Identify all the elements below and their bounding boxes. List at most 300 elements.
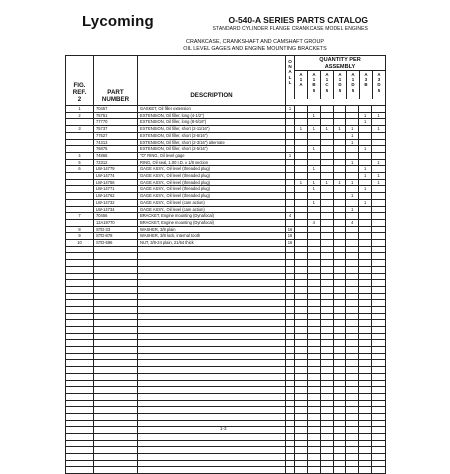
fig-ref-cell	[66, 139, 94, 146]
table-row	[66, 132, 386, 139]
fig-ref-cell	[66, 119, 94, 126]
qty-model-cell	[321, 354, 334, 360]
part-number-cell: LW-14756	[94, 179, 138, 186]
qty-on-all-cell	[286, 126, 295, 132]
quantity-cell-group	[286, 400, 386, 407]
qty-model-cell	[372, 454, 385, 460]
qty-model-cell	[359, 227, 372, 233]
table-row	[66, 447, 386, 454]
qty-model-cell	[295, 193, 308, 199]
qty-model-cell	[359, 287, 372, 293]
description-cell: EXTENSION, Oil filler, short (2-3/16") alternate	[138, 139, 286, 146]
part-number-cell: 77770	[94, 119, 138, 126]
description-cell	[138, 286, 286, 293]
fig-ref-cell: 8	[66, 226, 94, 233]
table-row	[66, 193, 386, 200]
quantity-cell-group	[286, 373, 386, 380]
qty-model-cell	[321, 207, 334, 213]
qty-model-cell	[346, 360, 359, 366]
qty-model-cell	[308, 340, 321, 346]
qty-model-cell	[321, 287, 334, 293]
qty-model-cell	[359, 367, 372, 373]
part-number-cell	[94, 380, 138, 387]
qty-model-cell	[359, 133, 372, 139]
quantity-cell-group	[286, 333, 386, 340]
qty-model-cell: 1	[334, 180, 347, 186]
quantity-cell-group	[286, 273, 386, 280]
table-row	[66, 460, 386, 467]
description-cell	[138, 393, 286, 400]
qty-on-all-cell	[286, 166, 295, 172]
qty-model-cell	[295, 220, 308, 226]
qty-model-cell	[334, 274, 347, 280]
qty-model-cell	[372, 233, 385, 239]
qty-model-cell	[372, 274, 385, 280]
qty-model-cell	[321, 447, 334, 453]
model-column-header	[360, 71, 373, 99]
description-cell	[138, 434, 286, 441]
qty-model-cell	[321, 213, 334, 219]
fig-ref-cell	[66, 454, 94, 461]
description-cell	[138, 387, 286, 394]
fig-ref-cell	[66, 373, 94, 380]
qty-model-cell	[308, 427, 321, 433]
part-number-cell	[94, 300, 138, 307]
description-cell	[138, 440, 286, 447]
quantity-cell-group	[286, 139, 386, 146]
table-row	[66, 186, 386, 193]
part-number-cell	[94, 434, 138, 441]
qty-model-cell	[308, 381, 321, 387]
qty-model-cell	[321, 294, 334, 300]
part-number-cell	[94, 293, 138, 300]
qty-model-cell	[295, 207, 308, 213]
quantity-cell-group	[286, 199, 386, 206]
qty-model-cell	[308, 434, 321, 440]
qty-model-cell	[295, 153, 308, 159]
part-number-cell	[94, 400, 138, 407]
qty-model-cell	[334, 347, 347, 353]
column-header-part-number	[94, 56, 138, 106]
part-number-cell	[94, 413, 138, 420]
qty-model-cell	[308, 454, 321, 460]
description-cell	[138, 273, 286, 280]
qty-model-cell	[372, 153, 385, 159]
model-code-char: 5	[338, 87, 342, 93]
qty-model-cell: 1	[308, 146, 321, 152]
qty-model-cell	[295, 173, 308, 179]
qty-model-cell	[321, 340, 334, 346]
fig-ref-cell: 5	[66, 159, 94, 166]
qty-model-cell	[372, 287, 385, 293]
description-cell	[138, 327, 286, 334]
table-row	[66, 240, 386, 247]
fig-header-line: 2	[77, 96, 82, 103]
qty-model-cell	[359, 180, 372, 186]
quantity-cell-group	[286, 233, 386, 240]
qty-model-cell	[308, 280, 321, 286]
qty-on-all-cell	[286, 367, 295, 373]
fig-ref-cell	[66, 467, 94, 474]
qty-model-cell: 1	[346, 126, 359, 132]
qty-model-cell	[359, 447, 372, 453]
part-number-cell	[94, 387, 138, 394]
qty-model-cell	[308, 447, 321, 453]
catalog-subtitle: STANDARD CYLINDER FLANGE CRANKCASE MODEL ENGINES	[212, 26, 368, 32]
qty-model-cell	[308, 160, 321, 166]
qty-on-all-cell	[286, 193, 295, 199]
qty-model-cell	[334, 401, 347, 407]
description-cell	[138, 447, 286, 454]
fig-ref-cell	[66, 353, 94, 360]
qty-model-cell	[334, 247, 347, 253]
qty-on-all-cell	[286, 119, 295, 125]
qty-model-cell	[334, 434, 347, 440]
qty-model-cell	[334, 427, 347, 433]
qty-on-all-cell: 16	[286, 227, 295, 233]
qty-model-cell	[346, 173, 359, 179]
qty-on-all-cell: 4	[286, 213, 295, 219]
qty-model-cell: 1	[359, 166, 372, 172]
quantity-cell-group	[286, 360, 386, 367]
qty-model-cell: 1	[321, 180, 334, 186]
quantity-cell-group	[286, 434, 386, 441]
table-row	[66, 273, 386, 280]
qty-model-cell	[372, 227, 385, 233]
qty-model-cell	[359, 126, 372, 132]
qty-model-cell	[372, 307, 385, 313]
fig-ref-cell	[66, 360, 94, 367]
qty-model-cell	[359, 347, 372, 353]
qty-model-cell	[295, 300, 308, 306]
qty-model-cell	[321, 347, 334, 353]
qty-model-cell	[359, 280, 372, 286]
qty-model-cell	[346, 166, 359, 172]
qty-model-cell	[321, 427, 334, 433]
qty-on-all-cell: 16	[286, 240, 295, 246]
part-number-cell	[94, 306, 138, 313]
model-code-char: A	[299, 82, 303, 88]
qty-on-all-cell	[286, 414, 295, 420]
part-number-cell: 75737	[94, 126, 138, 133]
qty-model-cell	[372, 133, 385, 139]
qty-model-cell	[308, 394, 321, 400]
qty-model-cell	[359, 320, 372, 326]
qty-model-cell	[372, 367, 385, 373]
description-cell	[138, 467, 286, 474]
qty-model-cell	[372, 374, 385, 380]
qty-model-cell	[308, 334, 321, 340]
qty-model-cell	[321, 407, 334, 413]
model-column-header	[295, 71, 308, 99]
table-row	[66, 173, 386, 180]
qty-model-cell	[295, 267, 308, 273]
quantity-cell-group	[286, 353, 386, 360]
qty-model-cell	[308, 441, 321, 447]
qty-model-cell	[295, 320, 308, 326]
qty-model-cell	[334, 414, 347, 420]
qty-model-cell	[359, 461, 372, 467]
part-number-cell	[94, 420, 138, 427]
model-code-char: A	[377, 72, 381, 77]
qty-model-cell	[295, 140, 308, 146]
qty-model-cell	[334, 294, 347, 300]
section-title-line2: OIL LEVEL GAGES AND ENGINE MOUNTING BRACKETS	[183, 46, 327, 52]
fig-ref-cell	[66, 427, 94, 434]
fig-ref-cell	[66, 280, 94, 287]
description-cell: GAGE ASSY., Oil level (threaded plug)	[138, 173, 286, 180]
qty-model-cell	[295, 467, 308, 473]
quantity-cell-group	[286, 159, 386, 166]
fig-ref-cell	[66, 199, 94, 206]
qty-model-cell	[295, 274, 308, 280]
qty-model-cell	[334, 227, 347, 233]
qty-model-cell	[334, 287, 347, 293]
qty-model-cell	[321, 227, 334, 233]
qty-model-cell	[346, 401, 359, 407]
table-row	[66, 159, 386, 166]
description-cell	[138, 454, 286, 461]
table-row	[66, 260, 386, 267]
description-cell	[138, 333, 286, 340]
qty-model-cell	[308, 367, 321, 373]
qty-model-cell	[308, 153, 321, 159]
table-row	[66, 219, 386, 226]
qty-on-all-cell	[286, 340, 295, 346]
qty-model-cell	[372, 300, 385, 306]
model-code-char: 1	[312, 77, 316, 83]
description-cell	[138, 420, 286, 427]
qty-model-cell	[346, 200, 359, 206]
table-row	[66, 333, 386, 340]
qty-model-cell	[321, 146, 334, 152]
qty-model-cell	[359, 360, 372, 366]
qty-model-cell	[346, 381, 359, 387]
qty-model-cell	[321, 421, 334, 427]
qty-model-cell	[359, 213, 372, 219]
qty-model-cell	[295, 106, 308, 112]
qty-model-cell	[346, 280, 359, 286]
qty-model-cell	[308, 347, 321, 353]
fig-ref-cell	[66, 179, 94, 186]
qty-model-cell	[308, 414, 321, 420]
qty-model-cell	[346, 106, 359, 112]
qty-on-all-cell	[286, 173, 295, 179]
qty-model-cell	[359, 407, 372, 413]
qty-model-cell	[308, 207, 321, 213]
qty-model-cell	[321, 360, 334, 366]
qty-model-cell	[321, 441, 334, 447]
qty-on-all-cell	[286, 300, 295, 306]
fig-ref-cell	[66, 193, 94, 200]
quantity-cell-group	[286, 440, 386, 447]
qty-model-cell	[308, 461, 321, 467]
model-code-char: A	[364, 72, 368, 77]
fig-ref-cell	[66, 132, 94, 139]
qty-model-cell	[359, 441, 372, 447]
quantity-cell-group	[286, 280, 386, 287]
qty-model-cell	[308, 307, 321, 313]
part-number-cell	[94, 286, 138, 293]
qty-model-cell	[295, 233, 308, 239]
qty-on-all-cell	[286, 354, 295, 360]
table-row	[66, 440, 386, 447]
qty-model-cell	[359, 300, 372, 306]
qty-model-cell	[308, 467, 321, 473]
quantity-cell-group	[286, 213, 386, 220]
qty-on-all-cell	[286, 133, 295, 139]
quantity-cell-group	[286, 340, 386, 347]
qty-model-cell	[334, 327, 347, 333]
qty-model-cell	[295, 334, 308, 340]
qty-model-cell	[334, 166, 347, 172]
qty-model-cell	[372, 146, 385, 152]
qty-model-cell	[321, 193, 334, 199]
qty-model-cell	[334, 454, 347, 460]
description-cell	[138, 300, 286, 307]
qty-model-cell: 1	[308, 186, 321, 192]
quantity-cell-group	[286, 126, 386, 133]
quantity-cell-group	[286, 306, 386, 313]
qty-model-cell	[346, 347, 359, 353]
qty-model-cell	[346, 146, 359, 152]
model-code-char: A	[299, 72, 303, 77]
part-number-cell: 74865	[94, 152, 138, 159]
qty-model-cell	[346, 294, 359, 300]
qty-model-cell	[346, 454, 359, 460]
qty-model-cell	[346, 461, 359, 467]
part-number-cell	[94, 327, 138, 334]
table-row	[66, 340, 386, 347]
description-cell	[138, 407, 286, 414]
part-number-cell: 76875	[94, 146, 138, 153]
qty-model-cell	[321, 367, 334, 373]
qty-model-cell	[308, 119, 321, 125]
qty-on-all-cell	[286, 274, 295, 280]
table-row	[66, 139, 386, 146]
qty-on-all-cell	[286, 220, 295, 226]
qty-on-all-cell	[286, 267, 295, 273]
catalog-title: O-540-A SERIES PARTS CATALOG	[228, 15, 368, 25]
qty-model-cell	[346, 240, 359, 246]
part-number-cell	[94, 313, 138, 320]
qty-model-cell	[334, 220, 347, 226]
qty-model-cell	[321, 247, 334, 253]
fig-ref-cell: 2	[66, 112, 94, 119]
quantity-cell-group	[286, 454, 386, 461]
qty-on-all-cell: 1	[286, 106, 295, 112]
qty-model-cell	[346, 374, 359, 380]
qty-model-cell	[372, 427, 385, 433]
qty-model-cell: 1	[359, 200, 372, 206]
qty-model-cell: 1	[377, 112, 380, 118]
part-number-cell: STD-33	[94, 226, 138, 233]
qty-model-cell	[334, 267, 347, 273]
quantity-cell-group	[286, 253, 386, 260]
quantity-per-assembly-header	[295, 56, 385, 99]
quantity-cell-group	[286, 152, 386, 159]
qty-model-cell	[321, 186, 334, 192]
model-code-char: B	[364, 82, 368, 88]
model-code-char: 1	[325, 77, 329, 83]
model-code-char: 1	[299, 77, 303, 83]
qty-on-all-cell	[286, 247, 295, 253]
quantity-cell-group	[286, 313, 386, 320]
description-cell: GAGE ASSY., Oil level (threaded plug)	[138, 179, 286, 186]
qty-model-cell: 1	[359, 119, 372, 125]
qty-model-cell	[359, 267, 372, 273]
description-cell: GAGE ASSY., Oil level (cam action)	[138, 206, 286, 213]
fig-ref-cell	[66, 246, 94, 253]
qty-model-cell	[359, 106, 372, 112]
quantity-cell-group	[286, 179, 386, 186]
description-cell: BRACKET, Engine mounting (Dynafocal)	[138, 213, 286, 220]
description-cell	[138, 400, 286, 407]
qty-model-cell	[334, 441, 347, 447]
qty-on-all-cell	[286, 447, 295, 453]
table-row	[66, 320, 386, 327]
qty-model-cell	[359, 207, 372, 213]
table-row	[66, 146, 386, 153]
quantity-cell-group	[286, 347, 386, 354]
qty-model-cell	[372, 186, 385, 192]
description-cell: EXTENSION, Oil filler, long (4-1/2")	[138, 112, 286, 119]
qty-model-cell	[372, 320, 385, 326]
qty-model-cell	[334, 207, 347, 213]
qty-model-cell	[321, 314, 334, 320]
qty-model-cell	[308, 133, 321, 139]
quantity-cell-group	[286, 447, 386, 454]
part-number-cell	[94, 353, 138, 360]
description-cell	[138, 380, 286, 387]
part-number-cell: STD-596	[94, 240, 138, 247]
qty-on-all-cell	[286, 374, 295, 380]
qty-model-cell	[359, 387, 372, 393]
qty-model-cell	[295, 119, 308, 125]
qty-model-cell	[295, 421, 308, 427]
qty-model-cell	[295, 381, 308, 387]
part-number-cell: 70456	[94, 213, 138, 220]
qty-model-cell	[346, 300, 359, 306]
qty-model-cell	[308, 267, 321, 273]
fig-ref-cell	[66, 434, 94, 441]
qty-model-cell	[346, 274, 359, 280]
qty-model-cell	[321, 394, 334, 400]
qty-model-cell: 1	[308, 200, 321, 206]
qty-model-cell	[346, 407, 359, 413]
description-cell: GAGE ASSY., Oil level (threaded plug)	[138, 166, 286, 173]
column-header-description: DESCRIPTION	[138, 56, 286, 106]
qty-model-cell	[308, 387, 321, 393]
quantity-cell-group	[286, 387, 386, 394]
qty-model-cell	[346, 327, 359, 333]
qty-model-cell	[295, 447, 308, 453]
table-row	[66, 126, 386, 133]
qty-on-all-cell	[286, 186, 295, 192]
qty-model-cell	[321, 166, 334, 172]
section-title-line1: CRANKCASE, CRANKSHAFT AND CAMSHAFT GROUP	[186, 39, 324, 45]
qty-model-cell	[372, 294, 385, 300]
qty-model-cell	[308, 106, 321, 112]
qty-model-cell	[308, 233, 321, 239]
qty-model-cell	[295, 374, 308, 380]
qty-model-cell	[295, 327, 308, 333]
qty-model-cell	[308, 314, 321, 320]
table-row	[66, 166, 386, 173]
qty-on-all-cell	[286, 294, 295, 300]
description-cell: EXTENSION, Oil filler, short (2-5/16")	[138, 132, 286, 139]
qty-model-cell	[334, 133, 347, 139]
